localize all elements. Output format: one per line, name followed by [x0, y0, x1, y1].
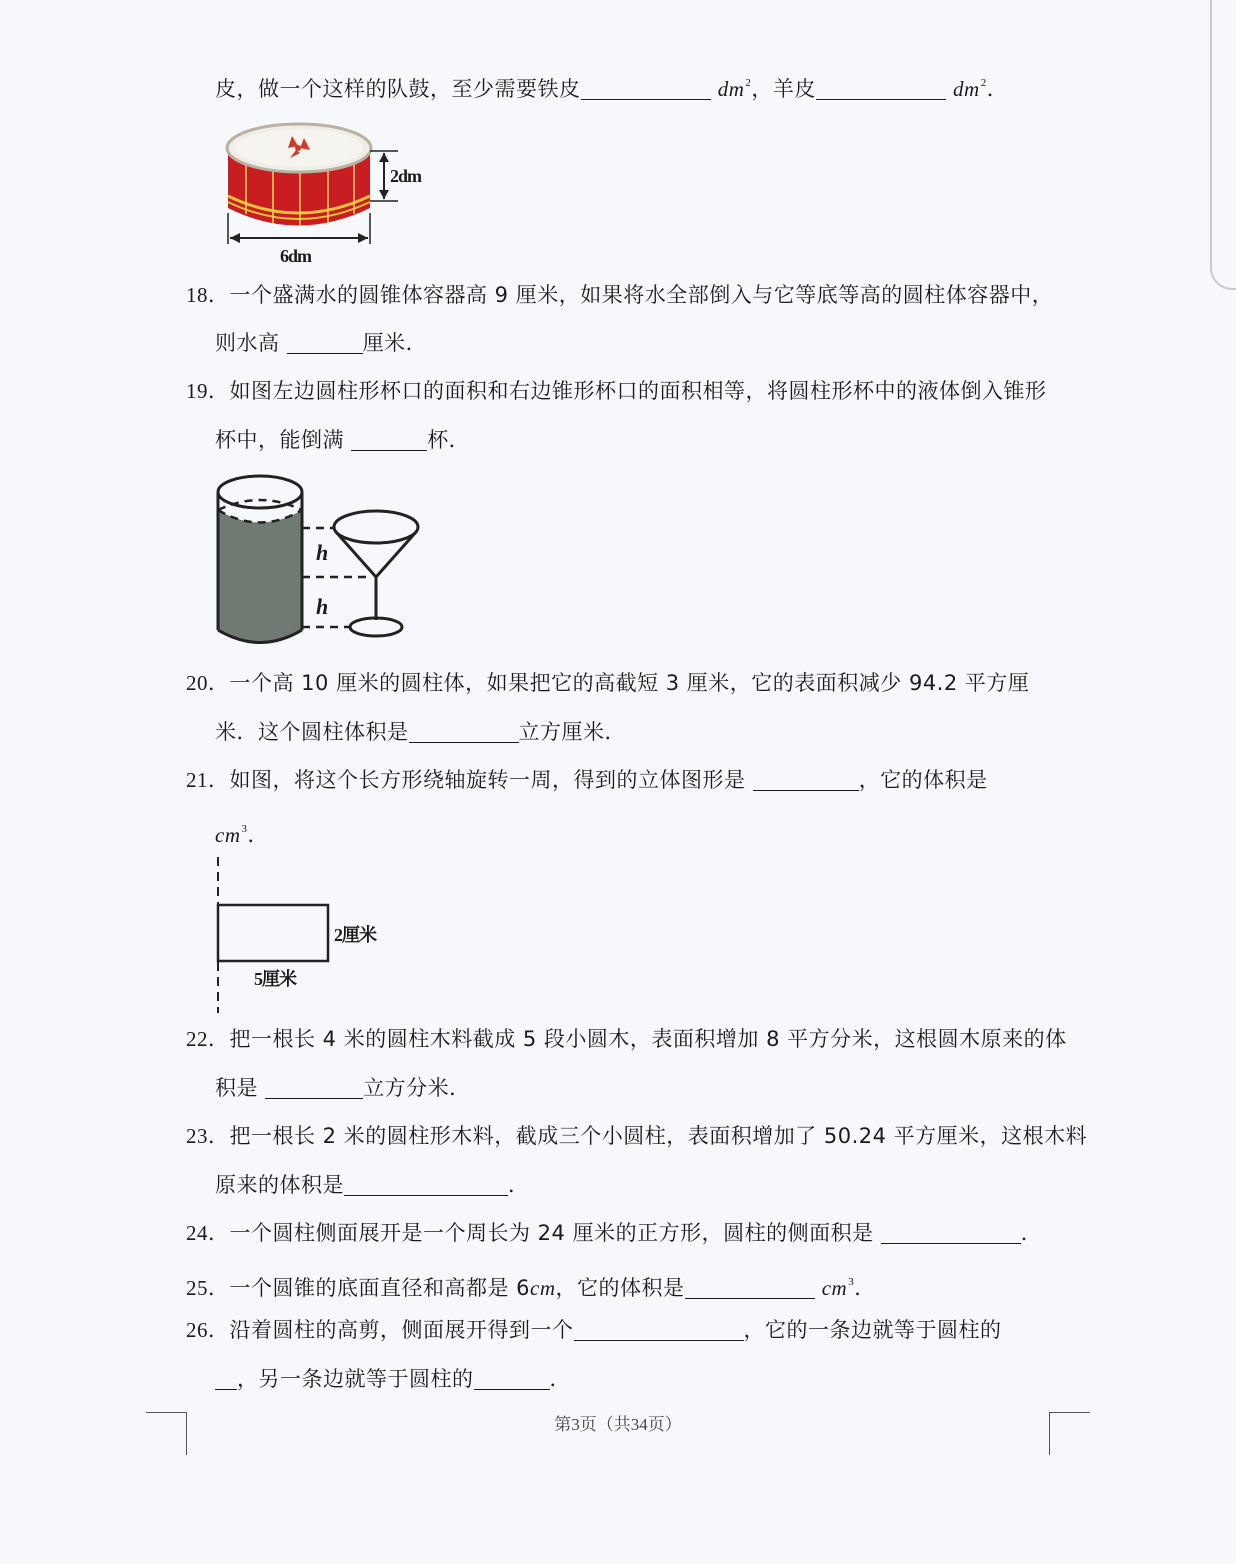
q20-number: 20 — [186, 671, 208, 695]
q19-number: 19 — [186, 379, 208, 403]
cup-figure — [210, 470, 430, 650]
q20-blank[interactable] — [409, 720, 519, 743]
q21-text: ．如图，将这个长方形绕轴旋转一周，得到的立体图形是 — [208, 768, 753, 792]
q18-line2: 则水高 厘米． — [215, 331, 428, 355]
drum-height-label: 2dm — [390, 166, 422, 186]
q26-blank-shape[interactable] — [574, 1318, 744, 1341]
q23-text: ．把一根长 2 米的圆柱形木料，截成三个小圆柱，表面积增加了 50.24 平方厘米，这根木料 — [208, 1124, 1088, 1148]
q21-line1: 21．如图，将这个长方形绕轴旋转一周，得到的立体图形是 ，它的体积是 — [186, 768, 988, 792]
q25-number: 25 — [186, 1276, 208, 1300]
q19-text: ．如图左边圆柱形杯口的面积和右边锥形杯口的面积相等，将圆柱形杯中的液体倒入锥形 — [208, 379, 1047, 403]
cup-h-upper-label: h — [316, 540, 329, 565]
q26-line1: 26．沿着圆柱的高剪，侧面展开得到一个 ，它的一条边就等于圆柱的 — [186, 1318, 1002, 1342]
q20-text: ．一个高 10 厘米的圆柱体，如果把它的高截短 3 厘米，它的表面积减少 94.2 平方厘 — [208, 671, 1030, 695]
q17-text: 皮，做一个这样的队鼓，至少需要铁皮 — [215, 77, 581, 101]
q17-text-b: ，羊皮 — [751, 77, 816, 101]
q19-blank[interactable] — [351, 428, 427, 451]
q25-text: ．一个圆锥的底面直径和高都是 6 — [208, 1276, 531, 1300]
q21-number: 21 — [186, 768, 208, 792]
q18-number: 18 — [186, 283, 208, 307]
q17-unit-sheepskin: $dm^2$ — [953, 77, 987, 101]
q17-unit-iron: $dm^2$ — [717, 77, 752, 101]
q23-number: 23 — [186, 1124, 208, 1148]
q22-number: 22 — [186, 1027, 208, 1051]
q25-unit-volume: $cm^3$ — [821, 1276, 855, 1300]
q21-line2: $cm^3$． — [215, 823, 269, 847]
q18-line1 — [186, 280, 1053, 310]
drum-width-label: 6dm — [280, 246, 312, 266]
q26-number: 26 — [186, 1318, 208, 1342]
q23-line1 — [186, 1121, 1087, 1151]
q26-blank-side2[interactable] — [474, 1367, 550, 1390]
q19-line2: 杯中，能倒满 杯． — [215, 428, 471, 452]
q23-blank[interactable] — [344, 1173, 508, 1196]
q22-line2: 积是 立方分米． — [215, 1076, 471, 1100]
q24-text: ．一个圆柱侧面展开是一个周长为 24 厘米的正方形，圆柱的侧面积是 — [208, 1221, 881, 1245]
q25-blank[interactable] — [685, 1276, 815, 1299]
rectangle-figure — [210, 855, 400, 1015]
q17-line: 皮，做一个这样的队鼓，至少需要铁皮 $dm^2$，羊皮 $dm^2$． — [215, 77, 1009, 101]
rect-width-label: 5厘米 — [254, 969, 296, 989]
q17-blank-sheepskin[interactable] — [816, 77, 946, 100]
q26-blank-side1[interactable] — [215, 1367, 237, 1390]
q21-blank-solid[interactable] — [753, 768, 859, 791]
page-number-footer: 第3页（共34页） — [554, 1415, 682, 1434]
q19-line1 — [186, 376, 1047, 406]
q22-line1 — [186, 1024, 1067, 1054]
q18-text: ．一个盛满水的圆锥体容器高 9 厘米，如果将水全部倒入与它等底等高的圆柱体容器中， — [208, 283, 1054, 307]
q20-line1 — [186, 668, 1029, 698]
q26-text: ．沿着圆柱的高剪，侧面展开得到一个 — [208, 1318, 574, 1342]
q25-line1: 25．一个圆锥的底面直径和高都是 6cm，它的体积是 $cm^3$． — [186, 1276, 876, 1300]
q24-line1: 24．一个圆柱侧面展开是一个周长为 24 厘米的正方形，圆柱的侧面积是 ． — [186, 1221, 1043, 1245]
rect-height-label: 2厘米 — [334, 925, 376, 945]
q20-line2: 米．这个圆柱体积是 立方厘米． — [215, 720, 626, 744]
q18-blank[interactable] — [287, 331, 363, 354]
q26-line2: ，另一条边就等于圆柱的 ． — [215, 1364, 571, 1394]
page-edge-shadow — [1210, 0, 1236, 290]
drum-figure — [218, 118, 438, 268]
q25-unit-cm: cm — [530, 1276, 556, 1300]
q22-blank[interactable] — [265, 1076, 363, 1099]
q24-number: 24 — [186, 1221, 208, 1245]
q23-line2: 原来的体积是 ． — [215, 1173, 530, 1197]
q17-blank-iron[interactable] — [581, 77, 711, 100]
cup-h-lower-label: h — [316, 594, 329, 619]
q24-blank[interactable] — [881, 1221, 1021, 1244]
q22-text: ．把一根长 4 米的圆柱木料截成 5 段小圆木，表面积增加 8 平方分米，这根圆木原来的体 — [208, 1027, 1067, 1051]
q21-unit: $cm^3$ — [215, 823, 248, 847]
